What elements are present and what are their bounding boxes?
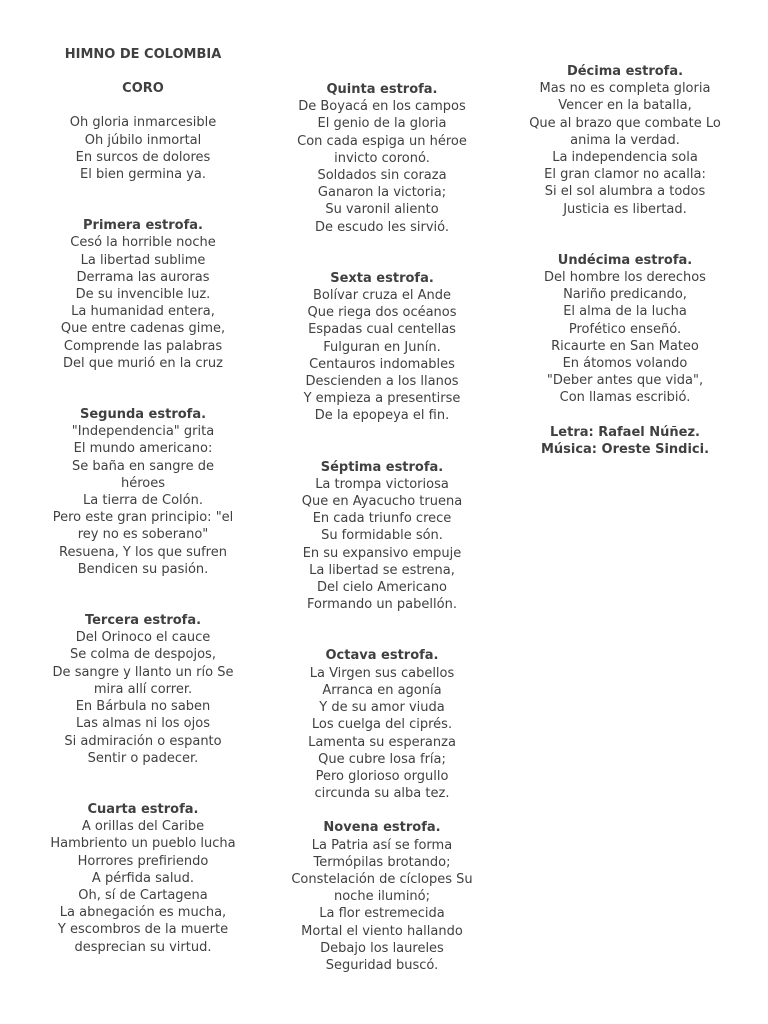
verse-line: anima la verdad.	[570, 132, 680, 148]
verse-line: El bien germina ya.	[80, 167, 206, 183]
verse-line: La flor estremecida	[319, 906, 445, 922]
verse-line: Lamenta su esperanza	[308, 734, 456, 750]
verse-line: Profético enseñó.	[568, 321, 682, 337]
verse-line: Su formidable són.	[321, 528, 443, 544]
verse-line: Descienden a los llanos	[305, 374, 459, 390]
verse-line: A orillas del Caribe	[81, 819, 205, 835]
verse-line: Formando un pabellón.	[307, 597, 457, 613]
verse-line: Con cada espiga un héroe	[297, 133, 467, 149]
verse-line: Debajo los laureles	[320, 940, 444, 956]
verse-line: invicto coronó.	[334, 150, 430, 166]
verse-line: Del Orinoco el cauce	[75, 630, 211, 646]
verse-line: Arranca en agonía	[322, 682, 442, 698]
verse-line: Termópilas brotando;	[313, 854, 451, 870]
stanza-title: Sexta estrofa.	[330, 270, 434, 286]
stanza-quinta	[286, 81, 478, 236]
verse-line: Mortal el viento hallando	[301, 923, 463, 939]
verse-line: Si admiración o espanto	[64, 733, 222, 749]
verse-line: Oh júbilo inmortal	[84, 132, 202, 148]
stanza-septima	[286, 459, 478, 614]
stanza-title: Cuarta estrofa.	[87, 801, 199, 817]
coro-stanza	[44, 80, 242, 183]
verse-line: Cesó la horrible noche	[70, 235, 216, 251]
verse-line: Del que murió en la cruz	[63, 355, 223, 371]
verse-line: Y escombros de la muerte	[57, 922, 229, 938]
verse-line: Oh, sí de Cartagena	[78, 887, 208, 903]
stanza-primera	[44, 217, 242, 372]
verse-line: Espadas cual centellas	[308, 322, 456, 338]
stanza-octava	[286, 647, 478, 802]
verse-line: De su invencible luz.	[75, 287, 211, 303]
verse-line: Del hombre los derechos	[544, 270, 706, 286]
verse-line: En su expansivo empuje	[302, 545, 462, 561]
verse-line: Con llamas escribió.	[559, 390, 691, 406]
verse-line: noche iluminó;	[333, 889, 431, 905]
stanza-title: Quinta estrofa.	[326, 82, 438, 97]
stanza-title: Undécima estrofa.	[557, 252, 693, 268]
stanza-title: Primera estrofa.	[83, 218, 203, 234]
stanza-title: Décima estrofa.	[566, 64, 684, 79]
verse-line: La tierra de Colón.	[83, 493, 203, 509]
stanza-title: Segunda estrofa.	[79, 407, 207, 423]
verse-line: Su varonil aliento	[325, 202, 439, 218]
stanza-title: Novena estrofa.	[323, 820, 441, 836]
verse-line: El mundo americano:	[73, 441, 213, 457]
coro-title: CORO	[122, 81, 164, 97]
verse-line: Pero este gran principio: "el	[52, 510, 234, 526]
verse-line: Si el sol alumbra a todos	[544, 184, 706, 200]
verse-line: "Deber antes que vida",	[546, 373, 704, 389]
verse-line: Horrores prefiriendo	[77, 853, 209, 869]
verse-line: La abnegación es mucha,	[59, 905, 227, 921]
verse-line: El alma de la lucha	[563, 304, 687, 320]
verse-line: De la epopeya el fin.	[314, 408, 450, 424]
verse-line: Centauros indomables	[309, 356, 455, 372]
lyrics-credit: Letra: Rafael Núñez.	[550, 424, 700, 440]
stanza-cuarta	[44, 801, 242, 956]
verse-line: El genio de la gloria	[317, 116, 447, 132]
stanza-decima	[522, 63, 728, 218]
verse-line: Comprende las palabras	[63, 338, 223, 354]
column-1	[44, 46, 242, 990]
verse-line: Fulguran en Junín.	[323, 339, 441, 355]
verse-line: Ricaurte en San Mateo	[551, 338, 699, 354]
verse-line: Vencer en la batalla,	[558, 98, 692, 114]
verse-line: mira allí correr.	[93, 681, 193, 697]
verse-line: De sangre y llanto un río Se	[52, 664, 234, 680]
verse-line: La humanidad entera,	[71, 304, 215, 320]
verse-line: Los cuelga del ciprés.	[311, 717, 453, 733]
verse-line: En surcos de dolores	[75, 149, 211, 165]
verse-line: circunda su alba tez.	[314, 786, 450, 802]
verse-line: Del cielo Americano	[316, 580, 448, 596]
verse-line: Y de su amor viuda	[319, 700, 445, 716]
stanza-title: Octava estrofa.	[325, 648, 439, 664]
verse-line: Que riega dos océanos	[307, 305, 457, 321]
verse-line: Sentir o padecer.	[87, 750, 199, 766]
column-2	[286, 81, 478, 1008]
verse-line: En cada triunfo crece	[312, 511, 452, 527]
music-credit: Música: Oreste Sindici.	[540, 441, 710, 457]
stanza-tercera	[44, 612, 242, 767]
verse-line: Que al brazo que combate Lo	[529, 115, 721, 131]
verse-line: Bolívar cruza el Ande	[312, 288, 451, 304]
verse-line: Seguridad buscó.	[325, 957, 439, 973]
verse-line: Soldados sin coraza	[317, 168, 447, 184]
verse-line: Que entre cadenas gime,	[60, 321, 226, 337]
verse-line: rey no es soberano"	[77, 527, 209, 543]
verse-line: Oh gloria inmarcesible	[69, 115, 217, 131]
stanza-title: Tercera estrofa.	[84, 613, 202, 629]
credits	[522, 424, 728, 458]
verse-line: Las almas ni los ojos	[76, 716, 210, 732]
verse-line: héroes	[120, 475, 166, 491]
verse-line: En átomos volando	[562, 356, 688, 372]
verse-line: La independencia sola	[552, 150, 698, 166]
stanza-novena	[286, 819, 478, 974]
verse-line: De escudo les sirvió.	[314, 219, 450, 235]
verse-line: Hambriento un pueblo lucha	[50, 836, 236, 852]
verse-line: La Patria así se forma	[311, 837, 453, 853]
verse-line: Que cubre losa fría;	[318, 751, 446, 767]
column-3	[522, 63, 728, 458]
stanza-title: Séptima estrofa.	[320, 459, 444, 475]
verse-line: Bendicen su pasión.	[77, 561, 209, 577]
verse-line: La libertad sublime	[80, 252, 206, 268]
verse-line: "Independencia" grita	[71, 424, 215, 440]
stanza-sexta	[286, 270, 478, 425]
verse-line: desprecian su virtud.	[74, 939, 212, 955]
verse-line: A pérfida salud.	[91, 870, 195, 886]
verse-line: En Bárbula no saben	[75, 699, 211, 715]
verse-line: Y empieza a presentirse	[303, 391, 461, 407]
verse-line: Mas no es completa gloria	[539, 81, 711, 97]
verse-line: El gran clamor no acalla:	[544, 167, 706, 183]
stanza-undecima	[522, 252, 728, 407]
verse-line: Constelación de cíclopes Su	[291, 871, 473, 887]
verse-line: Justicia es libertad.	[563, 201, 687, 217]
stanza-segunda	[44, 406, 242, 578]
document-title: HIMNO DE COLOMBIA	[64, 47, 222, 62]
verse-line: Se baña en sangre de	[72, 458, 214, 474]
verse-line: La libertad se estrena,	[309, 562, 455, 578]
verse-line: Resuena, Y los que sufren	[59, 544, 227, 560]
verse-line: De Boyacá en los campos	[298, 99, 466, 115]
verse-line: La Virgen sus cabellos	[309, 665, 455, 681]
verse-line: Pero glorioso orgullo	[315, 768, 449, 784]
verse-line: Se colma de despojos,	[70, 647, 216, 663]
verse-line: Que en Ayacucho truena	[301, 494, 463, 510]
verse-line: Derrama las auroras	[76, 269, 210, 285]
verse-line: Nariño predicando,	[563, 287, 687, 303]
verse-line: La trompa victoriosa	[315, 476, 449, 492]
verse-line: Ganaron la victoria;	[317, 185, 447, 201]
